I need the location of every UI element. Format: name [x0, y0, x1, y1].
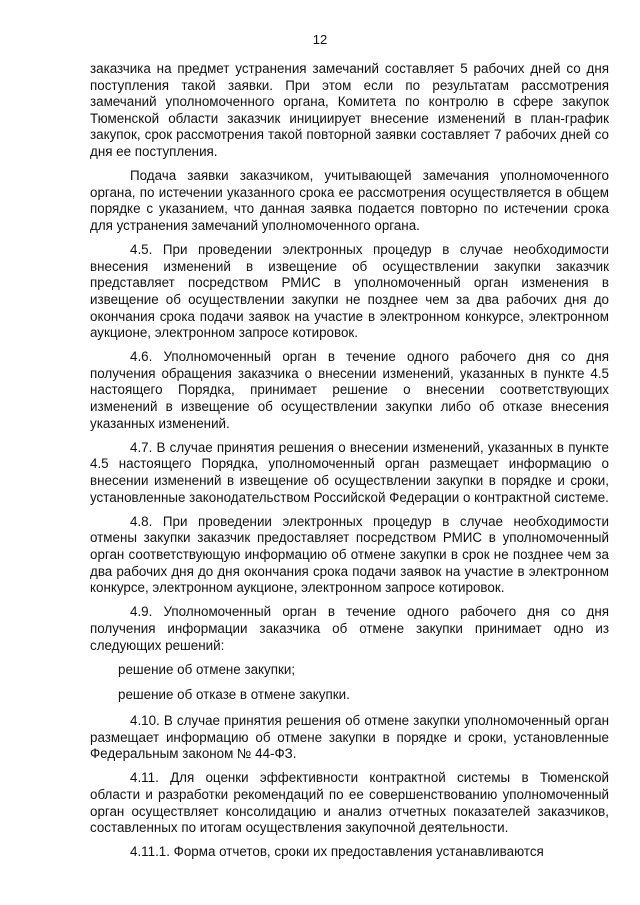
paragraph-4-8: 4.8. При проведении электронных процедур в случае необходимости отмены закупки заказчик предоставляет посредством РМИС в уполномоченный орган соответствующую информацию об отмене закупки в срок не позднее чем за два рабочих дня до дня окончания срока подачи заявок на участие в электронном конкурсе, электронном аукционе, электронном запросе котировок. [90, 513, 609, 596]
paragraph-4-7: 4.7. В случае принятия решения о внесении изменений, указанных в пункте 4.5 настоящего Порядка, уполномоченный орган размещает информацию о внесении изменений в извещение об осуществлении закупки в порядке и сроки, установленные законодательством Российской Федерации о контрактной системе. [90, 439, 609, 505]
paragraph-4-10: 4.10. В случае принятия решения об отмене закупки уполномоченный орган размещает информацию об отмене закупки в порядке и сроки, установленные Федеральным законом № 44-ФЗ. [90, 712, 609, 762]
paragraph-4-11: 4.11. Для оценки эффективности контрактной системы в Тюменской области и разработки рекомендаций по ее совершенствованию уполномоченный орган осуществляет консолидацию и анализ отчетных показателей заказчиков, составленных по итогам осуществления закупочной деятельности. [90, 770, 609, 836]
list-option: решение об отмене закупки; [118, 661, 296, 677]
paragraph-4-11-1: 4.11.1. Форма отчетов, сроки их предоставления устанавливаются [130, 844, 544, 860]
paragraph-continuation: заказчика на предмет устранения замечаний составляет 5 рабочих дней со дня поступления такой заявки. При этом если по результатам рассмотрения замечаний уполномоченного органа, Комитета по контролю в сфере закупок Тюменской области заказчик инициирует внесение изменений в план-график закупок, срок рассмотрения такой повторной заявки составляет 7 рабочих дней со дня ее поступления. [90, 61, 609, 159]
list-option: решение об отказе в отмене закупки. [118, 687, 350, 703]
paragraph-4-6: 4.6. Уполномоченный орган в течение одного рабочего дня со дня получения обращения заказчика о внесении изменений, указанных в пункте 4.5 настоящего Порядка, принимает решение о внесении соответствующих изменений в извещение об осуществлении закупки либо об отказе внесения указанных изменений. [90, 349, 609, 431]
page-number: 12 [312, 32, 328, 47]
paragraph-resubmission: Подача заявки заказчиком, учитывающей замечания уполномоченного органа, по истечении указанного срока ее рассмотрения осуществляется в общем порядке с указанием, что данная заявка подается повторно по истечении срока для устранения замечаний уполномоченного органа. [90, 168, 609, 233]
document-body [90, 61, 609, 861]
paragraph-4-5: 4.5. При проведении электронных процедур в случае необходимости внесения изменений в извещение об осуществлении закупки заказчик представляет посредством РМИС в уполномоченный орган изменения в извещение об осуществлении закупки не позднее чем за два рабочих дня до окончания срока подачи заявок на участие в электронном конкурсе, электронном аукционе, электронном запросе котировок. [90, 242, 609, 341]
paragraph-4-9: 4.9. Уполномоченный орган в течение одного рабочего дня со дня получения информации заказчика об отмене закупки принимает одно из следующих решений: [90, 604, 609, 653]
